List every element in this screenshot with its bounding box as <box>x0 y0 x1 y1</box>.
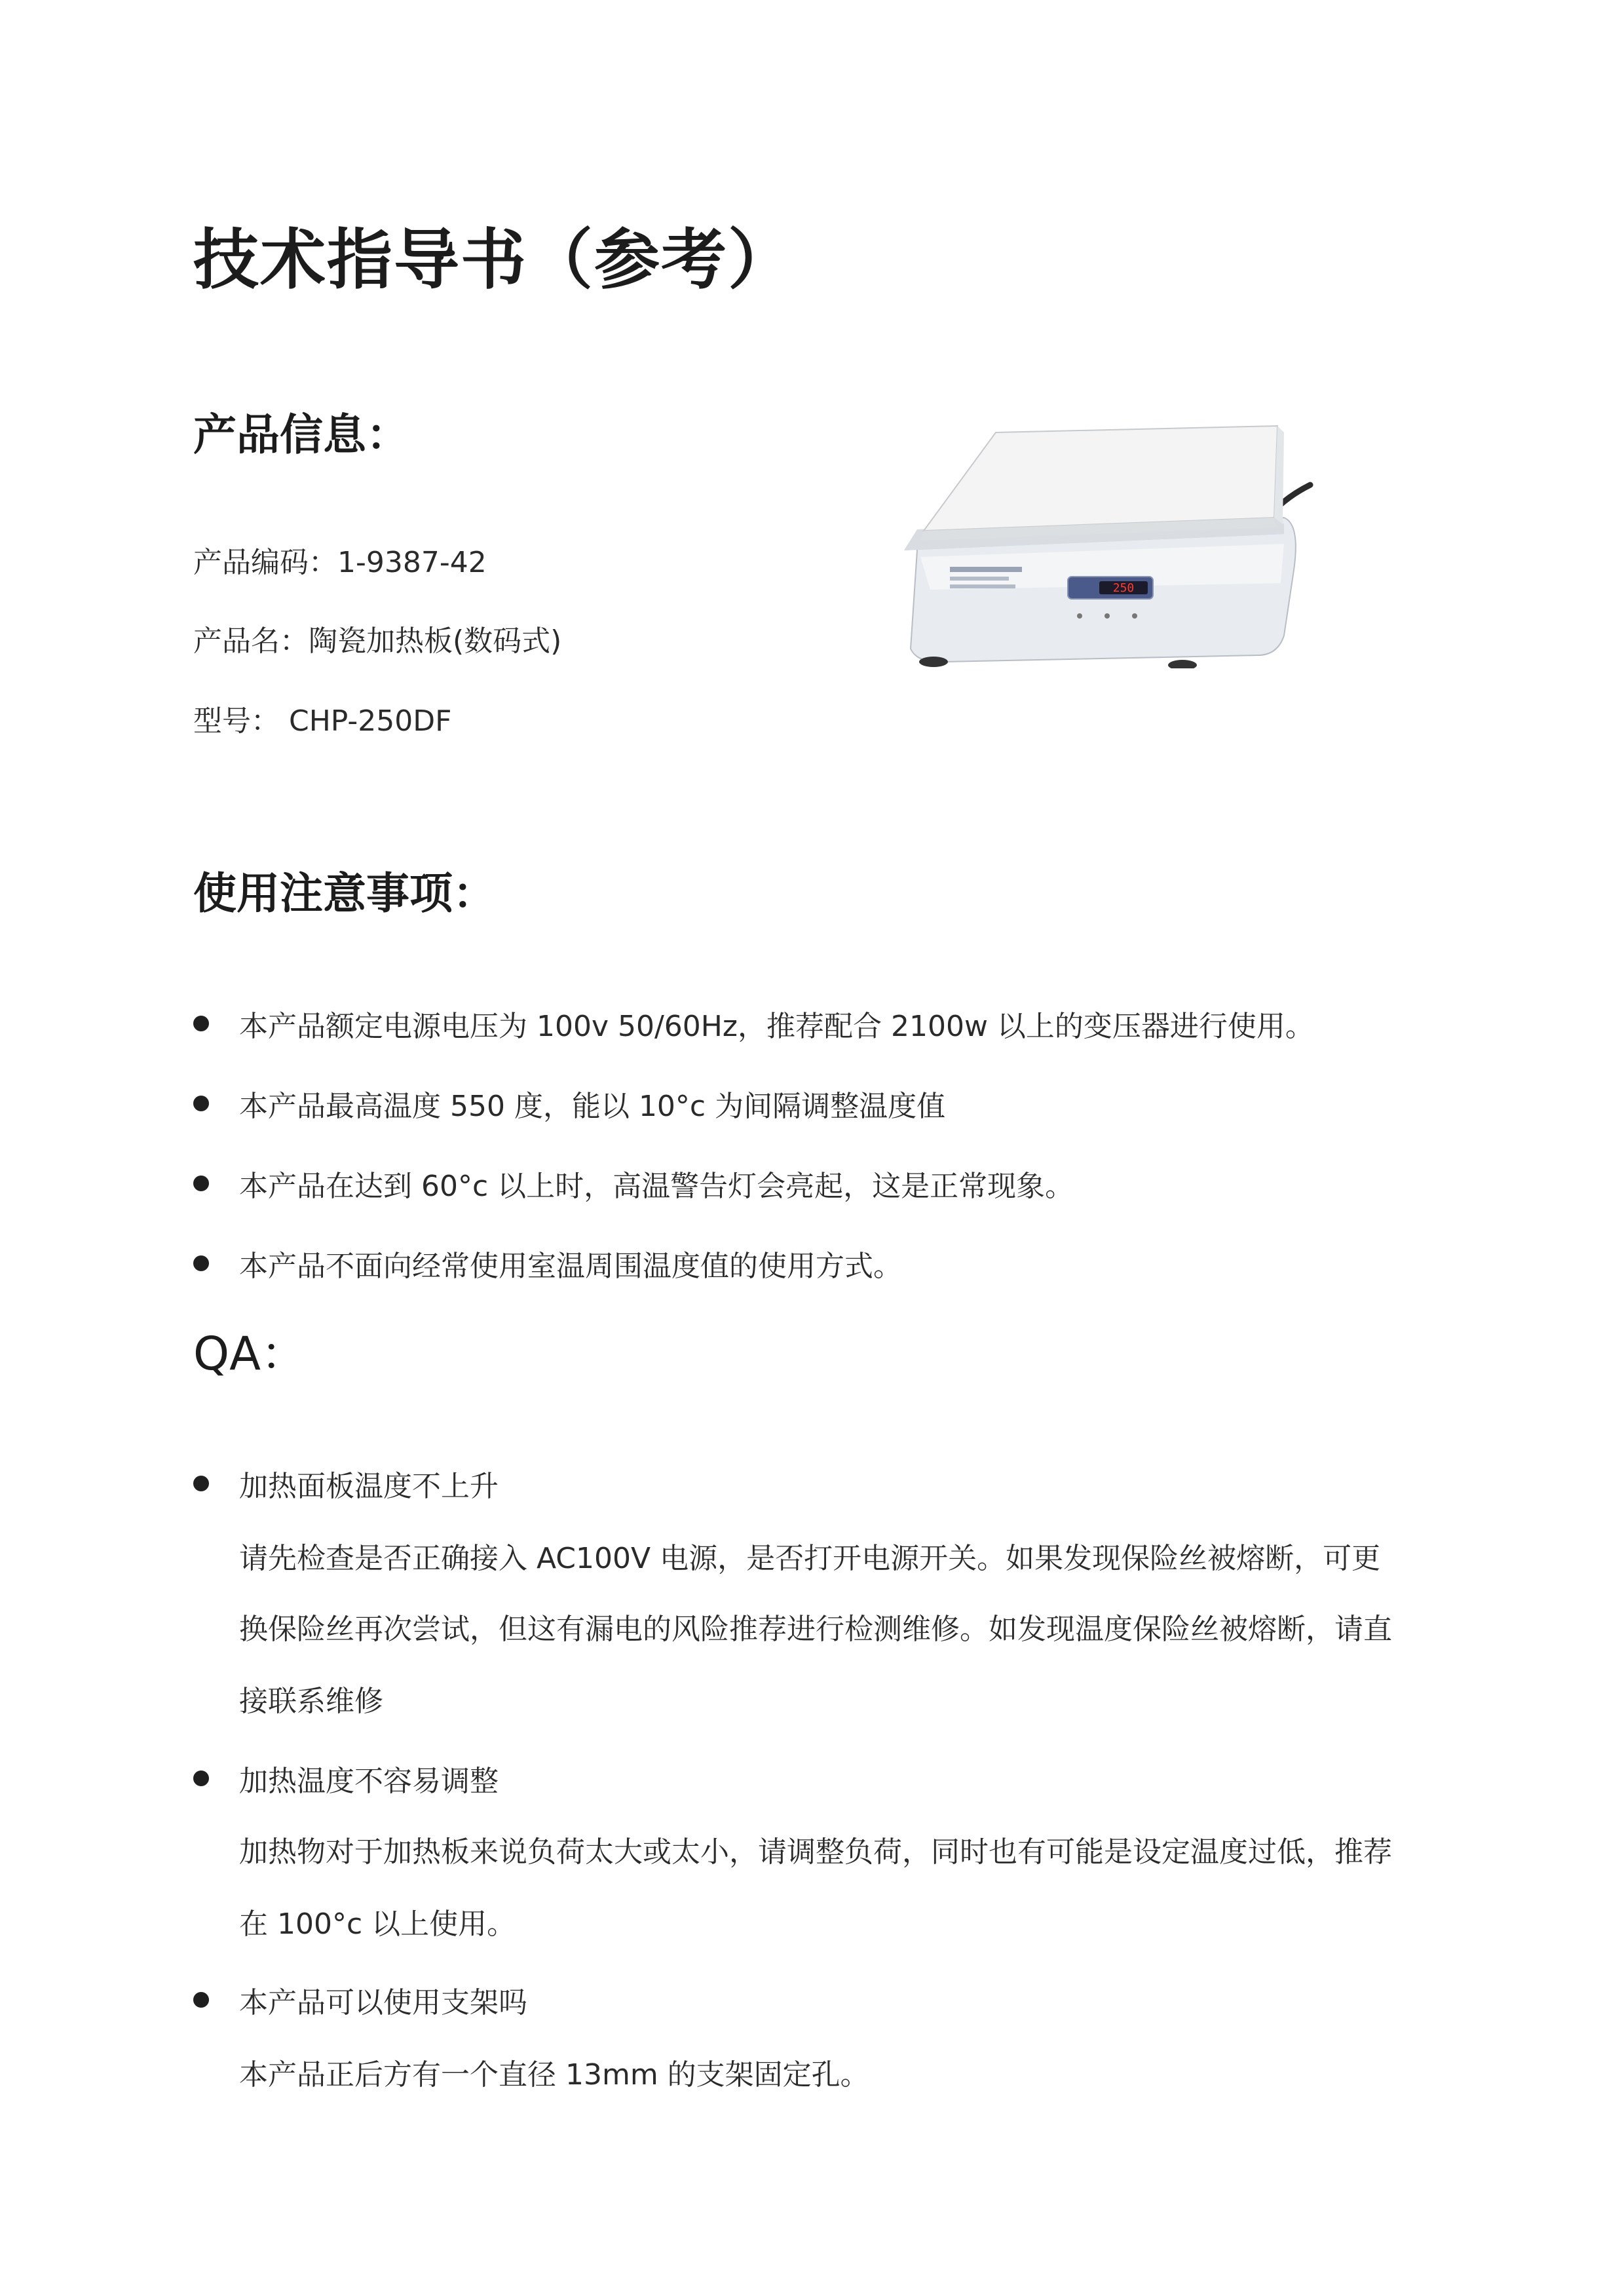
qa-question <box>193 1463 499 1504</box>
qa-answer-line: 换保险丝再次尝试，但这有漏电的风险推荐进行检测维修。如发现温度保险丝被熔断，请直 <box>239 1613 1392 1646</box>
qa-question <box>193 1757 499 1799</box>
qa-answer-line: 接联系维修 <box>239 1685 383 1718</box>
bullet-icon <box>193 1096 209 1111</box>
bullet-icon <box>193 1770 209 1786</box>
hotplate-display-reading: 250 <box>1112 581 1135 595</box>
bullet-icon <box>193 1016 209 1031</box>
product-name: 产品名：陶瓷加热板(数码式) <box>193 624 562 658</box>
qa-answer-line: 在 100°c 以上使用。 <box>239 1907 516 1941</box>
qa-answer-line: 加热物对于加热板来说负荷太大或太小，请调整负荷，同时也有可能是设定温度过低，推荐 <box>239 1835 1392 1869</box>
usage-notes-heading: 使用注意事项： <box>193 868 496 919</box>
list-item-text: 本产品最高温度 550 度，能以 10°c 为间隔调整温度值 <box>239 1090 946 1123</box>
list-item <box>193 1082 945 1124</box>
product-model: 型号： CHP-250DF <box>193 704 452 738</box>
bullet-icon <box>193 1255 209 1271</box>
bullet-icon <box>193 1176 209 1191</box>
list-item <box>193 1242 902 1284</box>
qa-question-text: 加热面板温度不上升 <box>239 1470 499 1503</box>
product-code: 产品编码：1-9387-42 <box>193 546 487 579</box>
list-item <box>193 1003 1314 1044</box>
list-item-text: 本产品不面向经常使用室温周围温度值的使用方式。 <box>239 1250 902 1283</box>
list-item <box>193 1162 1074 1204</box>
product-info-heading: 产品信息： <box>193 410 409 460</box>
document-title: 技术指导书（参考） <box>193 221 795 298</box>
qa-question-text: 本产品可以使用支架吗 <box>239 1986 527 2019</box>
list-item-text: 本产品在达到 60°c 以上时，高温警告灯会亮起，这是正常现象。 <box>239 1170 1074 1203</box>
list-item-text: 本产品额定电源电压为 100v 50/60Hz，推荐配合 2100w 以上的变压器进行使用。 <box>239 1010 1314 1043</box>
qa-answer-line: 请先检查是否正确接入 AC100V 电源，是否打开电源开关。如果发现保险丝被熔断，可更 <box>239 1542 1381 1575</box>
hotplate-product-image <box>891 419 1336 668</box>
qa-question <box>193 1979 527 2021</box>
qa-heading: QA： <box>193 1327 307 1381</box>
bullet-icon <box>193 1992 209 2008</box>
bullet-icon <box>193 1476 209 1491</box>
qa-question-text: 加热温度不容易调整 <box>239 1765 499 1798</box>
qa-answer-line: 本产品正后方有一个直径 13mm 的支架固定孔。 <box>239 2058 869 2092</box>
